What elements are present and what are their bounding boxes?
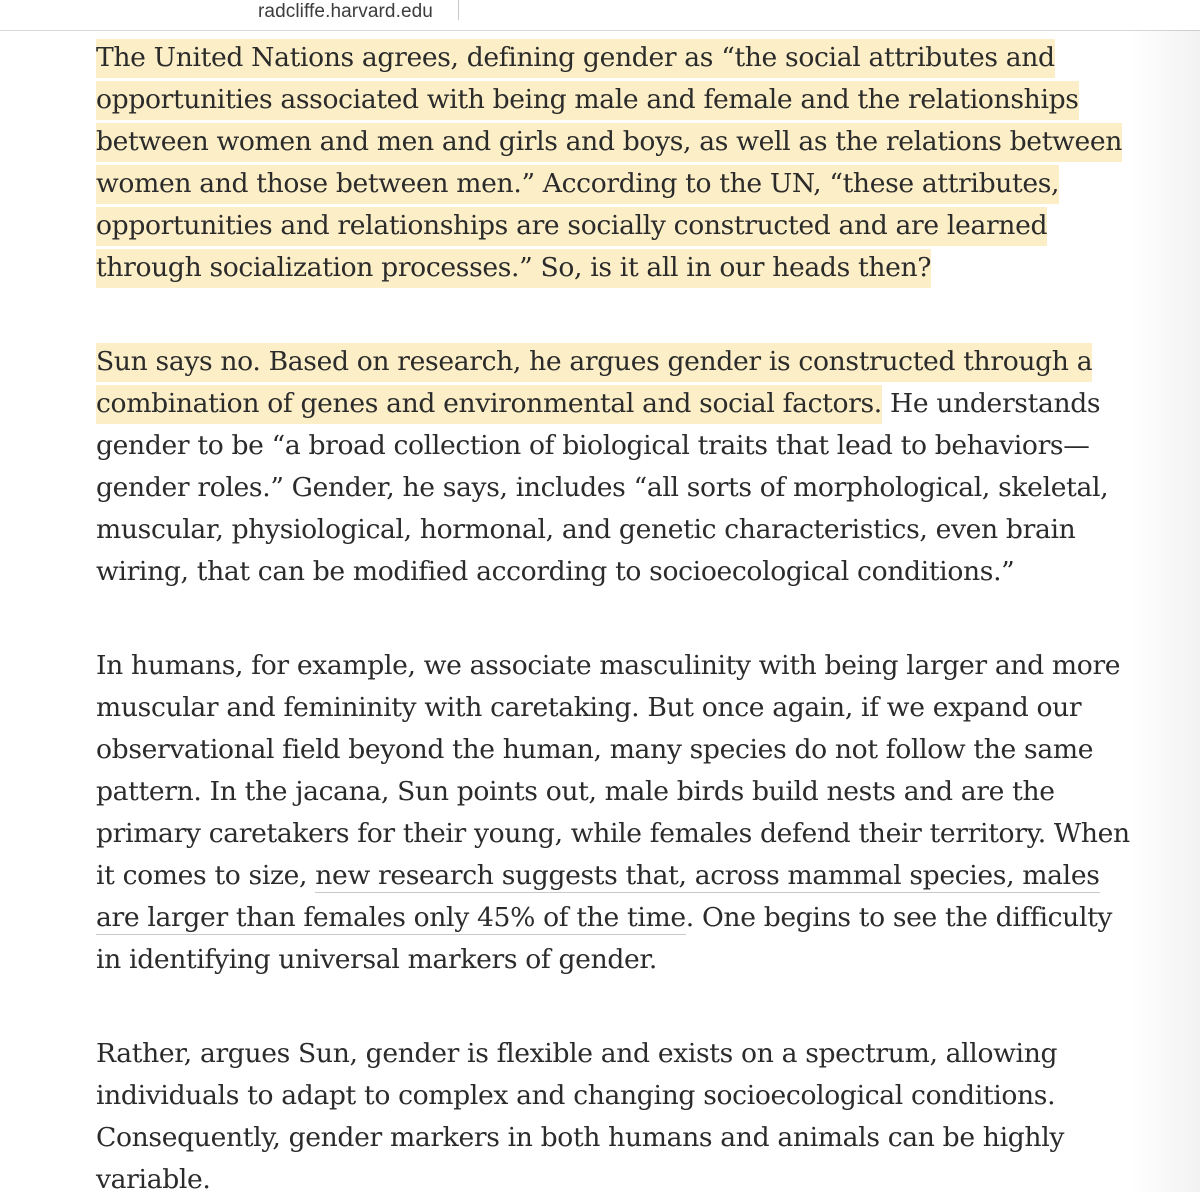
- text-line: variable.: [96, 1164, 211, 1192]
- paragraph-gender-flexible: [96, 1033, 1200, 1192]
- highlighted-text: combination of genes and environmental and social factors.: [96, 385, 882, 424]
- paragraph-un-definition: [96, 37, 1200, 289]
- text-line: in identifying universal markers of gender.: [96, 944, 657, 975]
- article-body: [96, 37, 1200, 1192]
- research-link[interactable]: are larger than females only 45% of the time: [96, 902, 686, 933]
- highlighted-text: opportunities associated with being male and female and the relationships: [96, 81, 1079, 120]
- text-line: [96, 37, 1200, 79]
- text-line: wiring, that can be modified according to socioecological conditions.”: [96, 556, 1015, 587]
- highlighted-text: through socialization processes.” So, is it all in our heads then?: [96, 249, 931, 288]
- url-text[interactable]: radcliffe.harvard.edu: [258, 1, 433, 22]
- highlighted-text: women and those between men.” According to the UN, “these attributes,: [96, 165, 1059, 204]
- text-line: [96, 341, 1200, 383]
- text-line: [96, 121, 1200, 163]
- text-line: [96, 163, 1200, 205]
- highlighted-text: between women and men and girls and boys, as well as the relations between: [96, 123, 1122, 162]
- text-line: gender roles.” Gender, he says, includes “all sorts of morphological, skeletal,: [96, 472, 1109, 503]
- highlighted-text: Sun says no. Based on research, he argues gender is constructed through a: [96, 343, 1092, 382]
- research-link[interactable]: new research suggests that, across mammal species, males: [315, 860, 1100, 891]
- text-line: Consequently, gender markers in both humans and animals can be highly: [96, 1122, 1065, 1153]
- paragraph-humans-example: [96, 645, 1200, 981]
- url-bar-divider: [458, 0, 459, 20]
- text-line: primary caretakers for their young, while females defend their territory. When: [96, 818, 1130, 849]
- body-text: it comes to size,: [96, 860, 316, 891]
- highlighted-text: The United Nations agrees, defining gender as “the social attributes and: [96, 39, 1055, 78]
- text-line: [96, 205, 1200, 247]
- text-line: gender to be “a broad collection of biological traits that lead to behaviors—: [96, 430, 1090, 461]
- text-line: individuals to adapt to complex and changing socioecological conditions.: [96, 1080, 1056, 1111]
- paragraph-sun-says-no: [96, 341, 1200, 593]
- text-line: Rather, argues Sun, gender is flexible and exists on a spectrum, allowing: [96, 1038, 1058, 1069]
- body-text: . One begins to see the difficulty: [685, 902, 1113, 933]
- text-line: [96, 79, 1200, 121]
- text-line: [96, 383, 1200, 425]
- text-line: observational field beyond the human, many species do not follow the same: [96, 734, 1094, 765]
- text-line: [96, 855, 1200, 897]
- text-line: pattern. In the jacana, Sun points out, male birds build nests and are the: [96, 776, 1055, 807]
- text-line: muscular and femininity with caretaking. But once again, if we expand our: [96, 692, 1082, 723]
- text-line: [96, 897, 1200, 939]
- text-line: In humans, for example, we associate masculinity with being larger and more: [96, 650, 1121, 681]
- text-line: [96, 247, 1200, 289]
- highlighted-text: opportunities and relationships are socially constructed and are learned: [96, 207, 1047, 246]
- body-text: He understands: [881, 388, 1101, 419]
- url-bar[interactable]: [0, 0, 1200, 31]
- text-line: muscular, physiological, hormonal, and genetic characteristics, even brain: [96, 514, 1076, 545]
